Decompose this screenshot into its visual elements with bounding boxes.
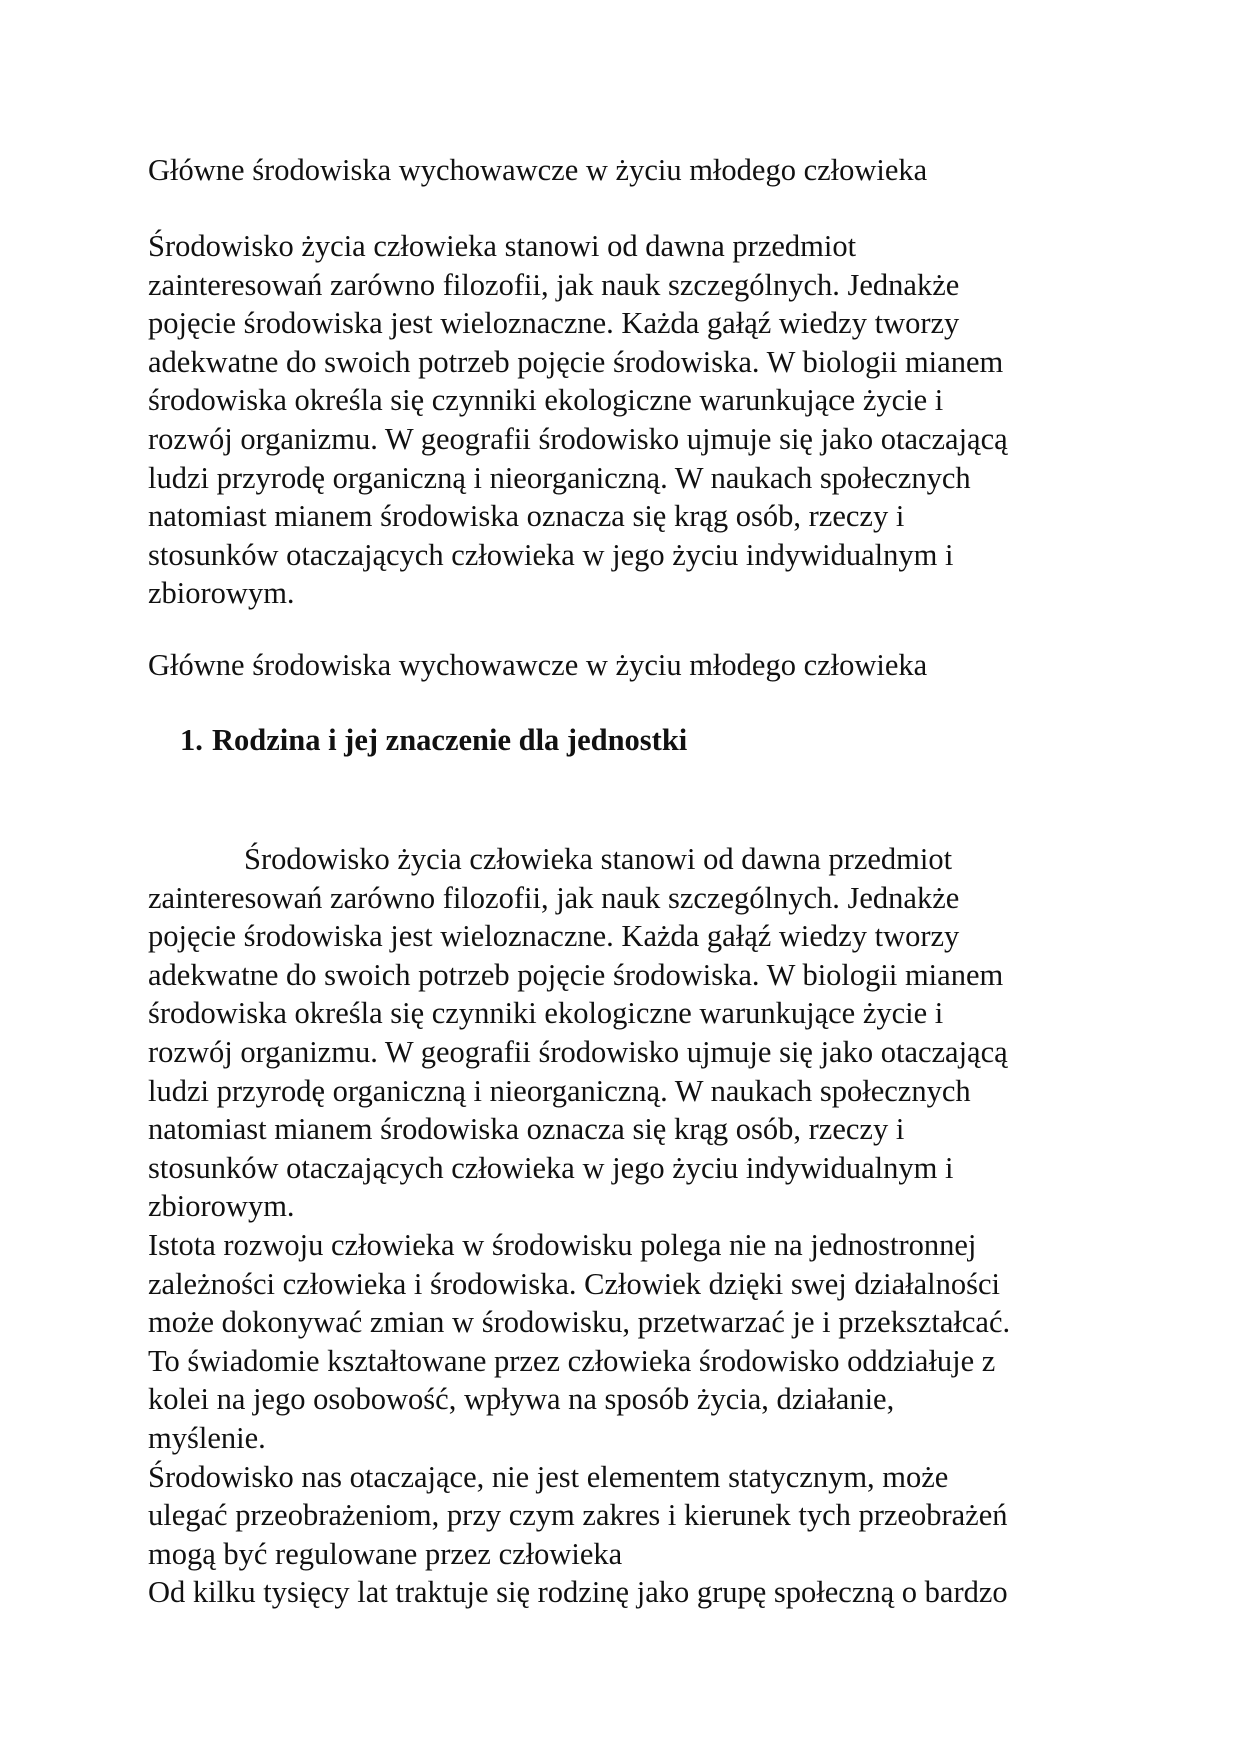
document-title [148, 151, 1100, 190]
paragraph-line: Istota rozwoju człowieka w środowisku polega nie na jednostronnej [148, 1227, 977, 1262]
paragraph-line: adekwatne do swoich potrzeb pojęcie środowiska. W biologii mianem [148, 957, 1004, 992]
paragraph-line: Środowisko życia człowieka stanowi od dawna przedmiot [148, 229, 857, 263]
paragraph-line: rozwój organizmu. W geografii środowisko ujmuje się jako otaczającą [148, 1034, 1008, 1069]
paragraph-line: natomiast mianem środowiska oznacza się krąg osób, rzeczy i [148, 1112, 905, 1147]
paragraph-line: kolei na jego osobowość, wpływa na sposób życia, działanie, [148, 1382, 895, 1417]
paragraph-line: może dokonywać zmian w środowisku, przetwarzać je i przekształcać. [148, 1305, 1011, 1340]
paragraph-line: Środowisko życia człowieka stanowi od dawna przedmiot [244, 842, 953, 876]
paragraph-line: zależności człowieka i środowiska. Człowiek dzięki swej działalności [148, 1266, 1001, 1301]
paragraph-line: To świadomie kształtowane przez człowieka środowisko oddziałuje z [148, 1343, 996, 1378]
paragraph-line: mogą być regulowane przez człowieka [148, 1536, 623, 1571]
title-text: Główne środowiska wychowawcze w życiu młodego człowieka [148, 648, 928, 682]
section-heading-text: Rodzina i jej znaczenie dla jednostki [212, 723, 688, 757]
paragraph-line: pojęcie środowiska jest wieloznaczne. Każda gałąź wiedzy tworzy [148, 306, 960, 341]
repeated-title [148, 646, 1100, 685]
paragraph-line: zbiorowym. [148, 1189, 295, 1224]
paragraph-line: środowiska określa się czynniki ekologiczne warunkujące życie i [148, 383, 944, 418]
section-heading [180, 721, 687, 760]
paragraph-line: natomiast mianem środowiska oznacza się krąg osób, rzeczy i [148, 499, 905, 534]
paragraph-intro [148, 227, 1100, 613]
paragraph-line: zainteresowań zarówno filozofii, jak nauk szczególnych. Jednakże [148, 880, 960, 915]
paragraph-line: stosunków otaczających człowieka w jego życiu indywidualnym i [148, 1150, 954, 1185]
paragraph-line: zbiorowym. [148, 576, 295, 611]
paragraph-line: zainteresowań zarówno filozofii, jak nauk szczególnych. Jednakże [148, 267, 960, 302]
paragraph-line: pojęcie środowiska jest wieloznaczne. Każda gałąź wiedzy tworzy [148, 919, 960, 954]
section-number: 1. [180, 723, 203, 757]
document-page [148, 0, 1100, 1754]
paragraph-line: rozwój organizmu. W geografii środowisko ujmuje się jako otaczającą [148, 421, 1008, 456]
paragraph-line: ulegać przeobrażeniom, przy czym zakres i kierunek tych przeobrażeń [148, 1498, 1008, 1533]
paragraph-line: myślenie. [148, 1420, 266, 1455]
paragraph-main [148, 840, 1100, 1612]
paragraph-line: ludzi przyrodę organiczną i nieorganiczną. W naukach społecznych [148, 1073, 971, 1108]
paragraph-line: Środowisko nas otaczające, nie jest elementem statycznym, może [148, 1459, 949, 1494]
paragraph-line: adekwatne do swoich potrzeb pojęcie środowiska. W biologii mianem [148, 344, 1004, 379]
paragraph-line: środowiska określa się czynniki ekologiczne warunkujące życie i [148, 996, 944, 1031]
paragraph-line: stosunków otaczających człowieka w jego życiu indywidualnym i [148, 537, 954, 572]
title-text: Główne środowiska wychowawcze w życiu młodego człowieka [148, 153, 928, 187]
paragraph-line: ludzi przyrodę organiczną i nieorganiczną. W naukach społecznych [148, 460, 971, 495]
paragraph-line: Od kilku tysięcy lat traktuje się rodzinę jako grupę społeczną o bardzo [148, 1575, 1008, 1610]
